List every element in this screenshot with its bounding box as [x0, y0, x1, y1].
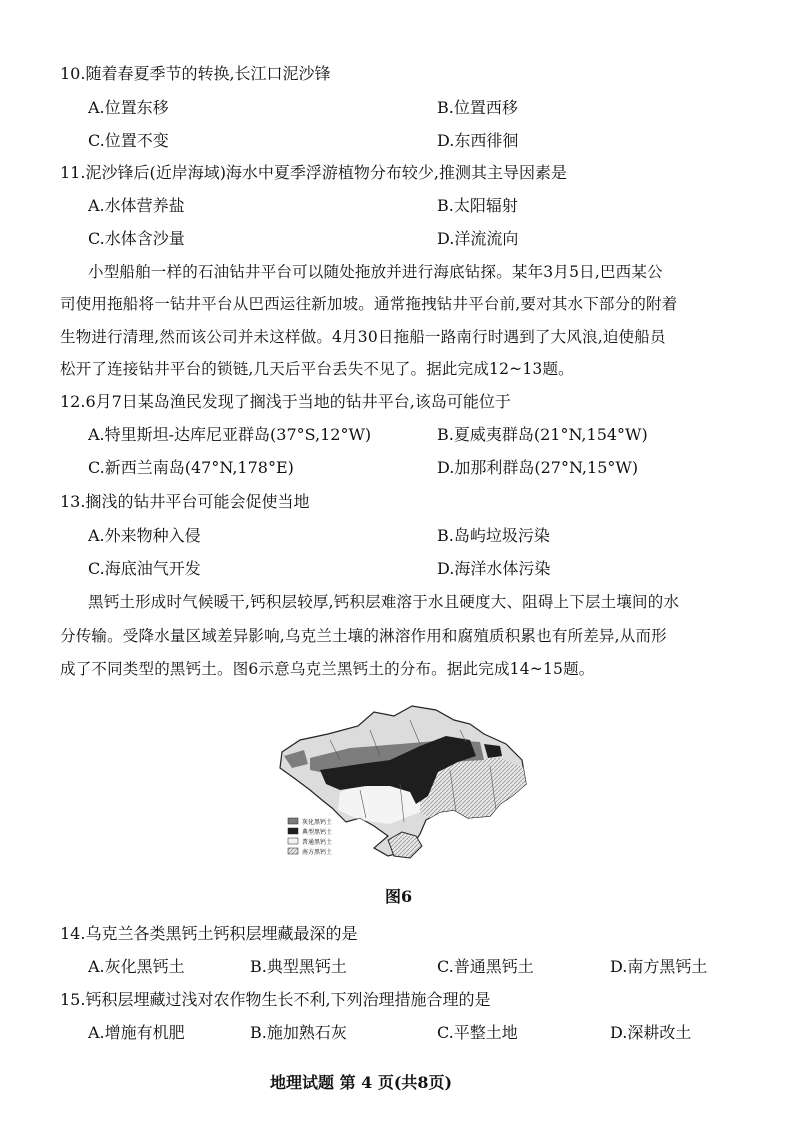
q13-option-d[interactable]: D.海洋水体污染 [437, 559, 551, 578]
q15-option-c[interactable]: C.平整土地 [437, 1023, 518, 1042]
q14-option-b[interactable]: B.典型黑钙土 [250, 957, 347, 976]
q13-option-b[interactable]: B.岛屿垃圾污染 [437, 526, 550, 545]
q11-option-a[interactable]: A.水体营养盐 [88, 196, 185, 215]
legend-label: 灰化黑钙土 [302, 819, 333, 826]
passage-1-line: 司使用拖船将一钻井平台从巴西运往新加坡。通常拖拽钻井平台前,要对其水下部分的附着 [60, 295, 678, 313]
q15-option-a[interactable]: A.增施有机肥 [88, 1023, 185, 1042]
q10-option-d[interactable]: D.东西徘徊 [437, 131, 519, 150]
legend-label: 典型黑钙土 [302, 829, 333, 836]
q11-option-b[interactable]: B.太阳辐射 [437, 196, 518, 215]
passage-2-line: 分传输。受降水量区域差异影响,乌克兰土壤的淋溶作用和腐殖质积累也有所差异,从而形 [60, 627, 667, 645]
question-14-stem: 14.乌克兰各类黑钙土钙积层埋藏最深的是 [60, 924, 358, 943]
q10-option-c[interactable]: C.位置不变 [88, 131, 169, 150]
page-footer: 地理试题 第 4 页(共8页) [270, 1073, 453, 1092]
passage-1-line: 生物进行清理,然而该公司并未这样做。4月30日拖船一路南行时遇到了大风浪,迫使船员 [60, 328, 666, 346]
passage-2-line: 黑钙土形成时气候暖干,钙积层较厚,钙积层难溶于水且硬度大、阻碍上下层土壤间的水 [88, 593, 680, 611]
q14-option-a[interactable]: A.灰化黑钙土 [88, 957, 185, 976]
q10-option-b[interactable]: B.位置西移 [437, 98, 518, 117]
q11-option-c[interactable]: C.水体含沙量 [88, 229, 185, 248]
legend-label: 南方黑钙土 [302, 849, 333, 856]
question-13-stem: 13.搁浅的钻井平台可能会促使当地 [60, 492, 310, 511]
ukraine-chernozem-map [270, 700, 540, 870]
q12-option-c[interactable]: C.新西兰南岛(47°N,178°E) [88, 458, 294, 477]
q13-option-c[interactable]: C.海底油气开发 [88, 559, 201, 578]
q13-option-a[interactable]: A.外来物种入侵 [88, 526, 201, 545]
question-11-stem: 11.泥沙锋后(近岸海域)海水中夏季浮游植物分布较少,推测其主导因素是 [60, 163, 568, 182]
q12-option-b[interactable]: B.夏威夷群岛(21°N,154°W) [437, 425, 648, 444]
passage-1-line: 松开了连接钻井平台的锁链,几天后平台丢失不见了。据此完成12~13题。 [60, 360, 574, 378]
q10-option-a[interactable]: A.位置东移 [88, 98, 169, 117]
q12-option-d[interactable]: D.加那利群岛(27°N,15°W) [437, 458, 639, 477]
passage-1-line: 小型船舶一样的石油钻井平台可以随处拖放并进行海底钻探。某年3月5日,巴西某公 [88, 263, 663, 281]
q14-option-c[interactable]: C.普通黑钙土 [437, 957, 534, 976]
question-12-stem: 12.6月7日某岛渔民发现了搁浅于当地的钻井平台,该岛可能位于 [60, 392, 511, 411]
q11-option-d[interactable]: D.洋流流向 [437, 229, 519, 248]
legend-label: 普通黑钙土 [302, 839, 333, 846]
q15-option-b[interactable]: B.施加熟石灰 [250, 1023, 347, 1042]
q15-option-d[interactable]: D.深耕改土 [610, 1023, 692, 1042]
q14-option-d[interactable]: D.南方黑钙土 [610, 957, 708, 976]
question-10-stem: 10.随着春夏季节的转换,长江口泥沙锋 [60, 64, 331, 83]
figure-caption: 图6 [385, 887, 413, 906]
q12-option-a[interactable]: A.特里斯坦-达库尼亚群岛(37°S,12°W) [88, 425, 372, 444]
question-15-stem: 15.钙积层埋藏过浅对农作物生长不利,下列治理措施合理的是 [60, 990, 491, 1009]
passage-2-line: 成了不同类型的黑钙土。图6示意乌克兰黑钙土的分布。据此完成14~15题。 [60, 660, 595, 678]
map-legend [288, 818, 332, 856]
